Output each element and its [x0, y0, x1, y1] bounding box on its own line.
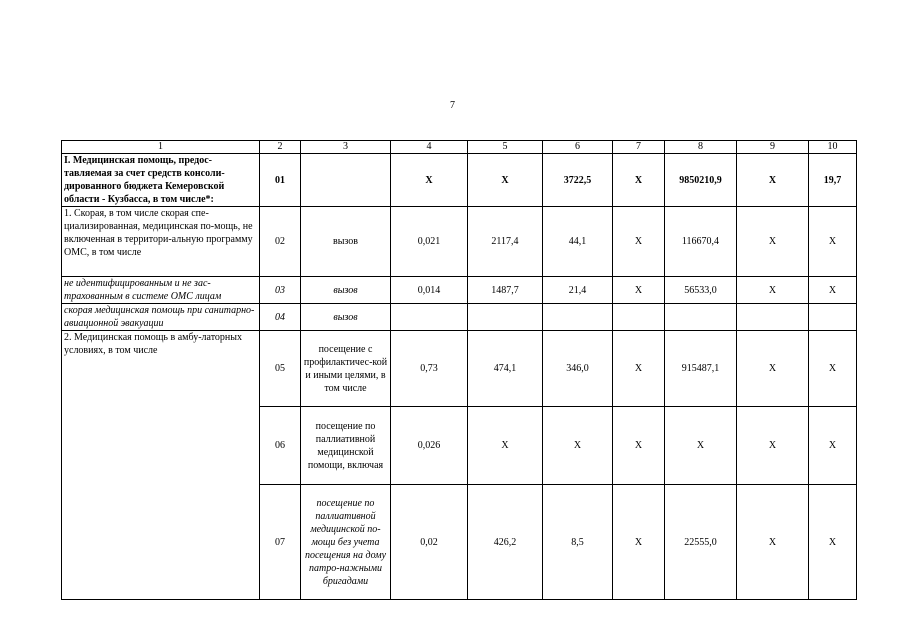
table-row: [62, 277, 857, 304]
value-cell: X: [468, 407, 543, 485]
value-cell: X: [468, 154, 543, 207]
header-cell: 4: [391, 141, 468, 154]
row-name-cell: 1. Скорая, в том числе скорая спе-циализированная, медицинская по-мощь, не включенная в территори-альную программу ОМС, в том числе: [62, 207, 260, 277]
header-cell: 7: [613, 141, 665, 154]
unit-cell: вызов: [301, 207, 391, 277]
unit-cell: посещение по паллиативной медицинской по-мощи без учета посещения на дому патро-нажными бригадами: [301, 485, 391, 600]
value-cell: X: [613, 331, 665, 407]
value-cell: 9850210,9: [665, 154, 737, 207]
value-cell: X: [809, 485, 857, 600]
value-cell: X: [737, 331, 809, 407]
unit-cell: посещение по паллиативной медицинской помощи, включая: [301, 407, 391, 485]
value-cell: [613, 304, 665, 331]
row-code-cell: 06: [260, 407, 301, 485]
value-cell: X: [737, 207, 809, 277]
header-cell: 2: [260, 141, 301, 154]
header-cell: 3: [301, 141, 391, 154]
unit-cell: вызов: [301, 277, 391, 304]
value-cell: 0,026: [391, 407, 468, 485]
data-table: [61, 140, 857, 600]
row-code-cell: 05: [260, 331, 301, 407]
value-cell: 915487,1: [665, 331, 737, 407]
table-row: [62, 304, 857, 331]
value-cell: X: [809, 407, 857, 485]
value-cell: [391, 304, 468, 331]
value-cell: [737, 304, 809, 331]
value-cell: X: [543, 407, 613, 485]
value-cell: 426,2: [468, 485, 543, 600]
value-cell: 346,0: [543, 331, 613, 407]
value-cell: X: [737, 154, 809, 207]
value-cell: X: [737, 485, 809, 600]
row-code-cell: 01: [260, 154, 301, 207]
table-row: [62, 154, 857, 207]
unit-cell: [301, 154, 391, 207]
value-cell: 116670,4: [665, 207, 737, 277]
row-code-cell: 03: [260, 277, 301, 304]
row-name-cell: скорая медицинская помощь при санитарно-авиационной эвакуации: [62, 304, 260, 331]
value-cell: 0,021: [391, 207, 468, 277]
value-cell: [468, 304, 543, 331]
value-cell: 19,7: [809, 154, 857, 207]
value-cell: [543, 304, 613, 331]
unit-cell: вызов: [301, 304, 391, 331]
value-cell: 56533,0: [665, 277, 737, 304]
value-cell: X: [809, 207, 857, 277]
row-code-cell: 04: [260, 304, 301, 331]
header-cell: 1: [62, 141, 260, 154]
row-name-cell: 2. Медицинская помощь в амбу-латорных условиях, в том числе: [62, 331, 260, 600]
value-cell: 0,73: [391, 331, 468, 407]
value-cell: 1487,7: [468, 277, 543, 304]
value-cell: X: [737, 277, 809, 304]
value-cell: 22555,0: [665, 485, 737, 600]
header-cell: 10: [809, 141, 857, 154]
value-cell: 44,1: [543, 207, 613, 277]
value-cell: X: [809, 331, 857, 407]
value-cell: 8,5: [543, 485, 613, 600]
value-cell: 21,4: [543, 277, 613, 304]
value-cell: X: [391, 154, 468, 207]
table-header-row: [62, 141, 857, 154]
value-cell: [809, 304, 857, 331]
header-cell: 9: [737, 141, 809, 154]
table-row: [62, 207, 857, 277]
value-cell: X: [665, 407, 737, 485]
value-cell: X: [809, 277, 857, 304]
row-name-cell: не идентифицированным и не зас-трахованным в системе ОМС лицам: [62, 277, 260, 304]
value-cell: 3722,5: [543, 154, 613, 207]
value-cell: 474,1: [468, 331, 543, 407]
page-number: 7: [450, 100, 455, 111]
value-cell: 0,014: [391, 277, 468, 304]
value-cell: X: [737, 407, 809, 485]
value-cell: X: [613, 154, 665, 207]
value-cell: X: [613, 485, 665, 600]
header-cell: 6: [543, 141, 613, 154]
value-cell: [665, 304, 737, 331]
table-row: [62, 331, 857, 407]
value-cell: 0,02: [391, 485, 468, 600]
value-cell: X: [613, 207, 665, 277]
value-cell: X: [613, 407, 665, 485]
value-cell: X: [613, 277, 665, 304]
unit-cell: посещение с профилактичес-кой и иными целями, в том числе: [301, 331, 391, 407]
value-cell: 2117,4: [468, 207, 543, 277]
row-name-cell: I. Медицинская помощь, предос-тавляемая за счет средств консоли-дированного бюджета Кемеровской области - Кузбасса, в том числе*:: [62, 154, 260, 207]
header-cell: 8: [665, 141, 737, 154]
header-cell: 5: [468, 141, 543, 154]
row-code-cell: 07: [260, 485, 301, 600]
row-code-cell: 02: [260, 207, 301, 277]
